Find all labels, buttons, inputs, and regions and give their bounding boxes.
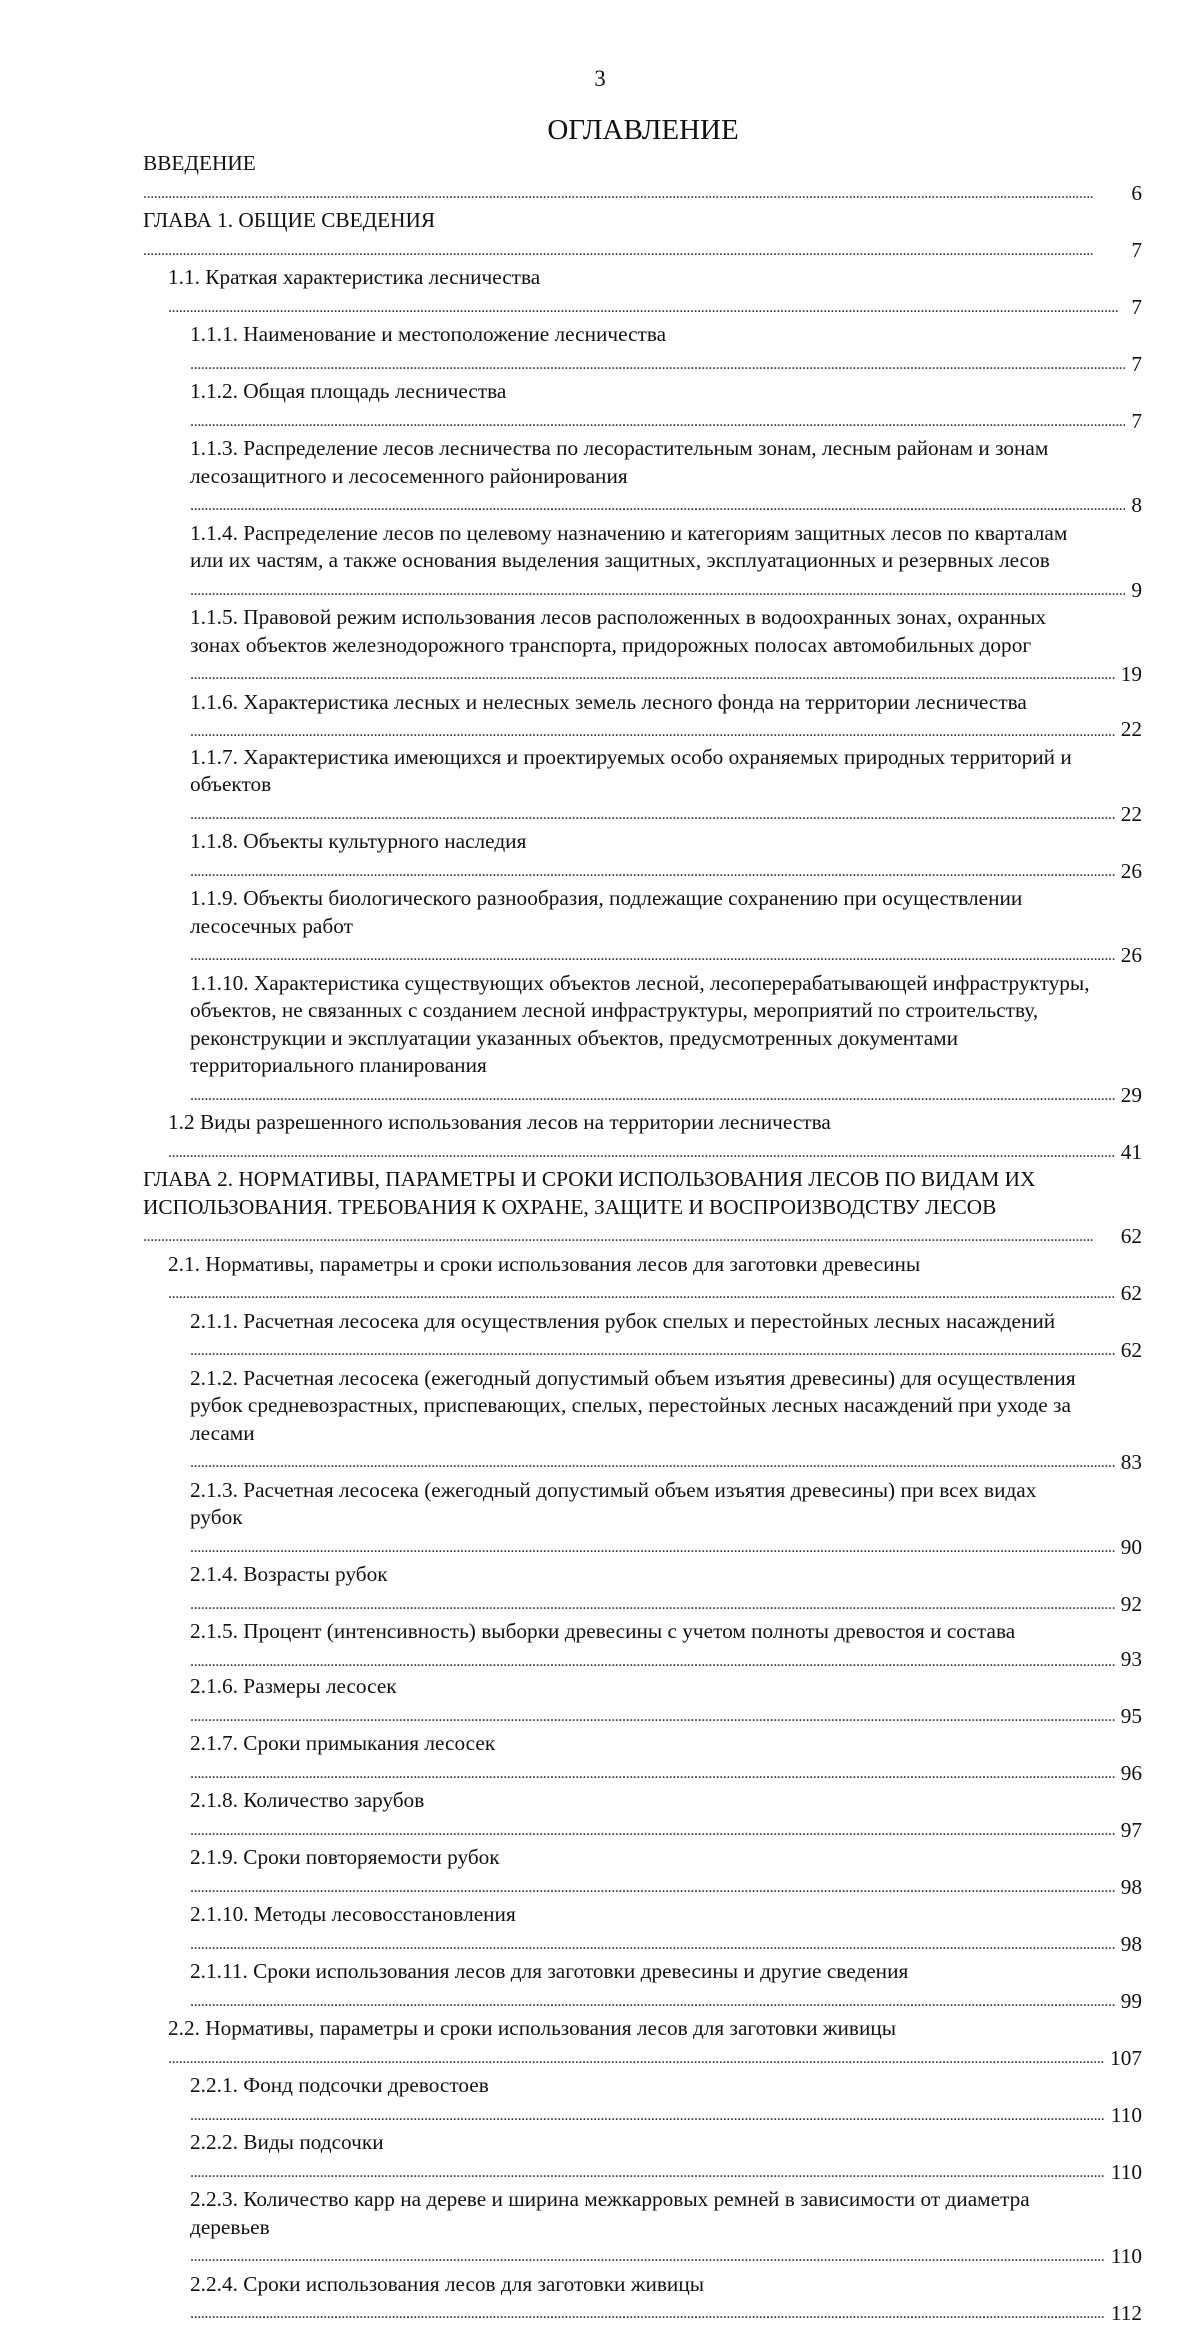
toc-entry-text: 1.1.4. Распределение лесов по целевому назначению и категориям защитных лесов по кварталам или их частям, а также основания выделения защитных, эксплуатационных и резервных лесов bbox=[190, 520, 1068, 572]
toc-entry-page-number: 9 bbox=[1125, 577, 1142, 605]
toc-entry-page-number: 99 bbox=[1115, 1988, 1142, 2016]
toc-entry[interactable] bbox=[143, 1109, 1142, 1166]
toc-entry-page-number: 7 bbox=[1125, 351, 1142, 379]
toc-dot-leader bbox=[190, 716, 1142, 744]
toc-entry[interactable] bbox=[143, 264, 1142, 321]
toc-entry-page-number: 90 bbox=[1115, 1534, 1142, 1562]
toc-entry-line bbox=[190, 828, 1142, 885]
toc-entry-line bbox=[190, 321, 1142, 378]
toc-entry-text: 2.1. Нормативы, параметры и сроки использования лесов для заготовки древесины bbox=[168, 1251, 921, 1276]
toc-entry-line bbox=[190, 2072, 1142, 2129]
toc-entry-text: 2.1.5. Процент (интенсивность) выборки древесины с учетом полноты древостоя и состава bbox=[190, 1619, 1016, 1643]
toc-entry-line bbox=[190, 744, 1142, 829]
toc-entry-line bbox=[190, 885, 1142, 970]
toc-entry-line bbox=[190, 1561, 1142, 1618]
toc-entry[interactable] bbox=[143, 1958, 1142, 2015]
toc-entry-page-number: 93 bbox=[1115, 1646, 1142, 1674]
toc-entry-line bbox=[168, 2015, 1142, 2072]
toc-entry-text: 1.2 Виды разрешенного использования лесов на территории лесничества bbox=[168, 1110, 831, 1134]
toc-entry-line bbox=[143, 207, 1142, 264]
toc-entry[interactable] bbox=[143, 1251, 1142, 1308]
toc-entry-line bbox=[168, 1109, 1142, 1166]
toc-entry-text: 1.1.6. Характеристика лесных и нелесных земель лесного фонда на территории лесничества bbox=[190, 689, 1027, 714]
toc-entry-text: 2.1.11. Сроки использования лесов для заготовки древесины и другие сведения bbox=[190, 1959, 909, 1983]
toc-entry-text: 1.1.9. Объекты биологического разнообразия, подлежащие сохранению при осуществлении лесосечных работ bbox=[190, 886, 1023, 938]
toc-entry-text: 2.2. Нормативы, параметры и сроки использования лесов для заготовки живицы bbox=[168, 2016, 897, 2040]
toc-entry[interactable] bbox=[143, 1787, 1142, 1844]
toc-entry-page-number: 97 bbox=[1115, 1817, 1142, 1845]
toc-entry-line bbox=[190, 1958, 1142, 2015]
toc-entry[interactable] bbox=[143, 1730, 1142, 1787]
toc-entry[interactable] bbox=[143, 207, 1142, 264]
toc-entry-page-number: 83 bbox=[1115, 1449, 1142, 1477]
toc-entry-line bbox=[168, 1251, 1142, 1308]
toc-entry-text: 1.1. Краткая характеристика лесничества bbox=[168, 265, 541, 289]
toc-entry[interactable] bbox=[143, 435, 1142, 520]
toc-entry[interactable] bbox=[143, 1365, 1142, 1477]
toc-entry[interactable] bbox=[143, 2271, 1142, 2328]
toc-entry[interactable] bbox=[143, 321, 1142, 378]
toc-entry[interactable] bbox=[143, 150, 1142, 207]
toc-entry-page-number: 7 bbox=[1125, 408, 1142, 436]
toc-entry-page-number: 7 bbox=[1125, 294, 1142, 322]
toc-entry-text: 2.2.1. Фонд подсочки древостоев bbox=[190, 2073, 489, 2097]
toc-entry-page-number: 29 bbox=[1115, 1082, 1142, 1110]
toc-entry-line bbox=[190, 1365, 1142, 1477]
toc-entry-text: 2.1.3. Расчетная лесосека (ежегодный допустимый объем изъятия древесины) при всех видах рубок bbox=[190, 1477, 1037, 1529]
toc-entry-text: 2.1.9. Сроки повторяемости рубок bbox=[190, 1845, 500, 1869]
toc-entry-page-number: 62 bbox=[1115, 1280, 1142, 1308]
toc-entry-page-number: 110 bbox=[1105, 2159, 1142, 2187]
toc-entry[interactable] bbox=[143, 2072, 1142, 2129]
toc-entry-text: 2.1.8. Количество зарубов bbox=[190, 1788, 425, 1812]
toc-entry[interactable] bbox=[143, 1308, 1142, 1365]
toc-entry[interactable] bbox=[143, 1477, 1142, 1562]
toc-entry-text: 2.1.10. Методы лесовосстановления bbox=[190, 1902, 516, 1926]
toc-entry-text: 2.1.1. Расчетная лесосека для осуществления рубок спелых и перестойных лесных насаждений bbox=[190, 1308, 1056, 1333]
toc-entry-line bbox=[190, 1618, 1142, 1646]
toc-entry-text: 2.1.4. Возрасты рубок bbox=[190, 1562, 388, 1586]
toc-entry-line bbox=[143, 150, 1142, 207]
toc-entry-line bbox=[190, 378, 1142, 435]
toc-entry[interactable] bbox=[143, 2129, 1142, 2186]
toc-entry-page-number: 112 bbox=[1105, 2300, 1142, 2328]
toc-entry-page-number: 95 bbox=[1115, 1703, 1142, 1731]
toc-entry-line bbox=[190, 1308, 1142, 1365]
toc-entry-page-number: 26 bbox=[1115, 942, 1142, 970]
toc-entry-text: 1.1.10. Характеристика существующих объектов лесной, лесоперерабатывающей инфраструктуры, объектов, не связанных с созданием лесной инфраструктуры, мероприятий по строительству, реконструкции и эксплуатации указанных объектов, предусмотренных документами территориального планирования bbox=[190, 970, 1090, 1077]
toc-entry-page-number: 22 bbox=[1115, 801, 1142, 829]
toc-entry-text: 2.1.2. Расчетная лесосека (ежегодный допустимый объем изъятия древесины) для осуществления рубок средневозрастных, приспевающих, спелых, перестойных лесных насаждений при уходе за лесами bbox=[190, 1365, 1076, 1445]
toc-entry[interactable] bbox=[143, 689, 1142, 744]
toc-entry-line bbox=[190, 604, 1142, 689]
toc-entry-page-number: 96 bbox=[1115, 1760, 1142, 1788]
toc-entry-line bbox=[190, 1477, 1142, 1562]
toc-entry-text: 1.1.5. Правовой режим использования лесов расположенных в водоохранных зонах, охранных зонах объектов железнодорожного транспорта, придорожных полосах автомобильных дорог bbox=[190, 605, 1047, 657]
toc-entry-text: 2.1.6. Размеры лесосек bbox=[190, 1674, 397, 1698]
toc-entry-page-number: 92 bbox=[1115, 1591, 1142, 1619]
toc-entry-page-number: 107 bbox=[1104, 2045, 1142, 2073]
toc-entry-page-number: 8 bbox=[1125, 492, 1142, 520]
toc-entry[interactable] bbox=[143, 1673, 1142, 1730]
toc-entry[interactable] bbox=[143, 1618, 1142, 1673]
toc-entry[interactable] bbox=[143, 2186, 1142, 2271]
toc-entry-text: ГЛАВА 2. НОРМАТИВЫ, ПАРАМЕТРЫ И СРОКИ ИСПОЛЬЗОВАНИЯ ЛЕСОВ ПО ВИДАМ ИХ ИСПОЛЬЗОВАНИЯ. ТРЕБОВАНИЯ К ОХРАНЕ, ЗАЩИТЕ И ВОСПРОИЗВОДСТВУ ЛЕСОВ bbox=[143, 1167, 1036, 1219]
toc-entry-page-number: 110 bbox=[1105, 2102, 1142, 2130]
toc-entry-text: 2.2.2. Виды подсочки bbox=[190, 2130, 384, 2154]
toc-entry-page-number: 62 bbox=[1115, 1337, 1142, 1365]
toc-entry[interactable] bbox=[143, 1844, 1142, 1901]
toc-entry-text: 1.1.8. Объекты культурного наследия bbox=[190, 829, 527, 853]
toc-entry-page-number: 6 bbox=[1125, 180, 1142, 208]
toc-entry-line bbox=[190, 970, 1142, 1110]
toc-dot-leader bbox=[190, 1646, 1142, 1674]
toc-entry-page-number: 98 bbox=[1115, 1874, 1142, 1902]
toc-entry-page-number: 41 bbox=[1115, 1139, 1142, 1167]
toc-entry-line bbox=[190, 1844, 1142, 1901]
toc-entry-text: 2.1.7. Сроки примыкания лесосек bbox=[190, 1731, 496, 1755]
toc-entry-page-number: 26 bbox=[1115, 858, 1142, 886]
toc-entry-line bbox=[190, 520, 1142, 605]
toc-entry[interactable] bbox=[143, 1166, 1142, 1251]
toc-entry[interactable] bbox=[143, 744, 1142, 829]
toc-entry[interactable] bbox=[143, 970, 1142, 1110]
toc-entry[interactable] bbox=[143, 1561, 1142, 1618]
toc-title: ОГЛАВЛЕНИЕ bbox=[547, 114, 739, 146]
toc-entry-line bbox=[190, 1730, 1142, 1787]
toc-entry-page-number: 110 bbox=[1105, 2243, 1142, 2271]
toc-entry[interactable] bbox=[143, 828, 1142, 885]
toc-entry[interactable] bbox=[143, 2015, 1142, 2072]
toc-entry-page-number: 7 bbox=[1125, 237, 1142, 265]
toc-entry-line bbox=[190, 1901, 1142, 1958]
toc-entry[interactable] bbox=[143, 378, 1142, 435]
toc-entry-page-number: 22 bbox=[1115, 716, 1142, 744]
toc-entry[interactable] bbox=[143, 520, 1142, 605]
toc-entry-text: 1.1.1. Наименование и местоположение лесничества bbox=[190, 322, 667, 346]
toc-entry-text: ВВЕДЕНИЕ bbox=[143, 151, 256, 175]
toc-entry-line bbox=[190, 1787, 1142, 1844]
toc-entry[interactable] bbox=[143, 885, 1142, 970]
toc-entry-page-number: 19 bbox=[1115, 661, 1142, 689]
toc-entry-text: 2.2.4. Сроки использования лесов для заготовки живицы bbox=[190, 2271, 705, 2296]
toc-entry-text: 2.2.3. Количество карр на дереве и ширина межкарровых ремней в зависимости от диаметра деревьев bbox=[190, 2187, 1030, 2239]
toc-entry-text: 1.1.7. Характеристика имеющихся и проектируемых особо охраняемых природных территорий и объектов bbox=[190, 744, 1072, 796]
page-number: 3 bbox=[594, 66, 606, 91]
toc-entry-line bbox=[168, 264, 1142, 321]
toc-entry-page-number: 98 bbox=[1115, 1931, 1142, 1959]
toc-entry-line bbox=[190, 2186, 1142, 2271]
table-of-contents bbox=[143, 150, 1142, 2328]
toc-entry[interactable] bbox=[143, 1901, 1142, 1958]
toc-entry-line bbox=[190, 2271, 1142, 2328]
toc-entry-text: 1.1.2. Общая площадь лесничества bbox=[190, 379, 507, 403]
toc-entry-line bbox=[190, 435, 1142, 520]
toc-entry[interactable] bbox=[143, 604, 1142, 689]
toc-entry-text: ГЛАВА 1. ОБЩИЕ СВЕДЕНИЯ bbox=[143, 208, 436, 232]
toc-entry-line bbox=[190, 689, 1142, 717]
toc-entry-line bbox=[190, 2129, 1142, 2186]
toc-entry-line bbox=[143, 1166, 1142, 1251]
toc-entry-text: 1.1.3. Распределение лесов лесничества по лесорастительным зонам, лесным районам и зонам лесозащитного и лесосеменного районирования bbox=[190, 436, 1049, 488]
toc-entry-page-number: 62 bbox=[1115, 1223, 1142, 1251]
toc-entry-line bbox=[190, 1673, 1142, 1730]
